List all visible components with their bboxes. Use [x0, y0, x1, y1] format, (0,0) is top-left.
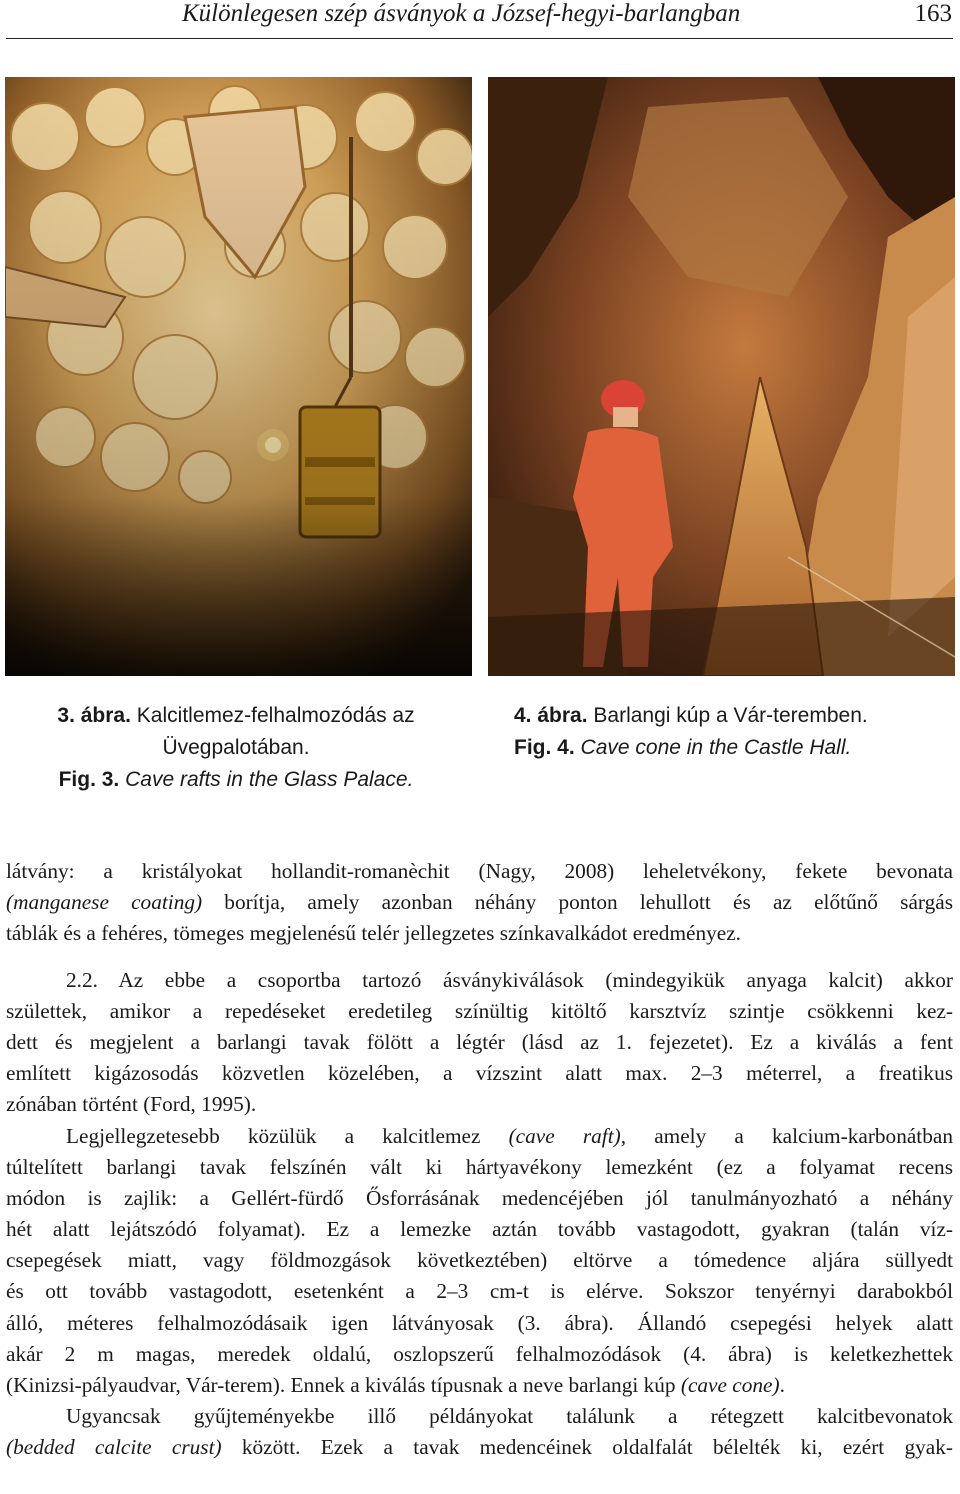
body-line: 2.2. Az ebbe a csoportba tartozó ásványkiválások (mindegyikük anyaga kalcit) akkor — [66, 967, 953, 992]
body-line: említett kigázosodás közvetlen közelében, a vízszint alatt max. 2–3 méterrel, a freatikus — [6, 1061, 953, 1086]
body-line: csepegések miatt, vagy földmozgások következtében) eltörve a tómedence aljára süllyedt — [6, 1248, 953, 1273]
fig4-label-en: Fig. 4. — [514, 736, 575, 759]
body-line: akár 2 m magas, meredek oldalú, oszlopszerű felhalmozódások (4. ábra) is keletkezhettek — [6, 1341, 953, 1366]
body-line — [6, 1121, 953, 1152]
fig4-label-hu: 4. ábra. — [514, 704, 588, 727]
fig3-label-hu: 3. ábra. — [57, 704, 131, 727]
term-cave-cone: (cave cone) — [680, 1373, 780, 1397]
figure-4-caption — [514, 700, 934, 764]
body-line: dett és megjelent a barlangi tavak fölött a légtér (lásd az 1. fejezetet). Ez a kiválás a fent — [6, 1029, 953, 1054]
figure-4-photo — [488, 77, 955, 676]
body-line — [6, 1370, 953, 1401]
body-line: álló, méteres felhalmozódásaik igen látványosak (3. ábra). Állandó csepegési helyek alatt — [6, 1310, 953, 1335]
body-line — [6, 887, 953, 918]
running-title: Különlegesen szép ásványok a József-hegyi-barlangban — [182, 0, 741, 27]
body-line: túltelített barlangi tavak felszínén vált ki hártyavékony lemezként (ez a folyamat recens — [6, 1154, 953, 1179]
body-line: táblák és a fehéres, tömeges megjelenésű telér jellegzetes színkavalkádot eredményez. — [6, 921, 741, 946]
fig4-caption-hu: Barlangi kúp a Vár-teremben. — [593, 704, 868, 727]
body-line: látvány: a kristályokat hollandit-romanèchit (Nagy, 2008) leheletvékony, fekete bevonata — [6, 859, 953, 883]
body-line-text: (Kinizsi-pályaudvar, Vár-terem). Ennek a kiválás típusnak a neve barlangi kúp — [6, 1373, 681, 1397]
cave-cone-photo — [488, 77, 955, 676]
body-line: hét alatt lejátszódó folyamat). Ez a lemezke aztán tovább vastagodott, gyakran (talán víz- — [6, 1217, 953, 1242]
fig3-label-en: Fig. 3. — [58, 768, 120, 791]
figure-3-photo — [5, 77, 472, 676]
figure-3-caption — [10, 700, 462, 796]
term-manganese-coating: (manganese coating) — [6, 890, 203, 915]
header-rule — [6, 38, 953, 39]
body-line-text: Legjellegzetesebb közülük a kalcitlemez — [66, 1123, 509, 1148]
body-line: születtek, amikor a repedéseket eredetileg színültig kitöltő karsztvíz szintje csökkenni kez- — [6, 998, 953, 1023]
body-line: Ugyancsak gyűjteményekbe illő példányokat találunk a rétegzett kalcitbevonatok — [66, 1404, 953, 1429]
body-line-text: között. Ezek a tavak medencéinek oldalfalát bélelték ki, ezért gyak- — [221, 1435, 953, 1460]
fig3-caption-hu-1: Kalcitlemez-felhalmozódás az — [136, 704, 415, 727]
body-line: módon is zajlik: a Gellért-fürdő Ősforrásának medencéjében jól tanulmányozható a néhány — [6, 1185, 953, 1210]
fig4-caption-en: Cave cone in the Castle Hall. — [580, 736, 852, 759]
body-line: és ott tovább vastagodott, esetenként a 2–3 cm-t is elérve. Sokszor tenyérnyi darabokból — [6, 1279, 953, 1304]
body-line — [6, 1432, 953, 1463]
body-line-text: borítja, amely azonban néhány ponton lehullott és az előtűnő sárgás — [202, 890, 953, 915]
fig3-caption-hu-2: Üvegpalotában. — [162, 736, 310, 759]
body-line: zónában történt (Ford, 1995). — [6, 1092, 257, 1117]
body-line-text: . — [779, 1373, 785, 1397]
fig3-caption-en: Cave rafts in the Glass Palace. — [125, 768, 414, 791]
body-text — [6, 856, 953, 1464]
term-cave-raft: (cave raft) — [508, 1123, 621, 1148]
body-line-text: , amely a kalcium-karbonátban — [620, 1123, 953, 1148]
page-number: 163 — [914, 0, 952, 27]
running-head — [8, 0, 952, 32]
cave-rafts-photo — [5, 77, 472, 676]
term-bedded-calcite-crust: (bedded calcite crust) — [6, 1435, 222, 1460]
paragraph-gap — [6, 950, 953, 965]
